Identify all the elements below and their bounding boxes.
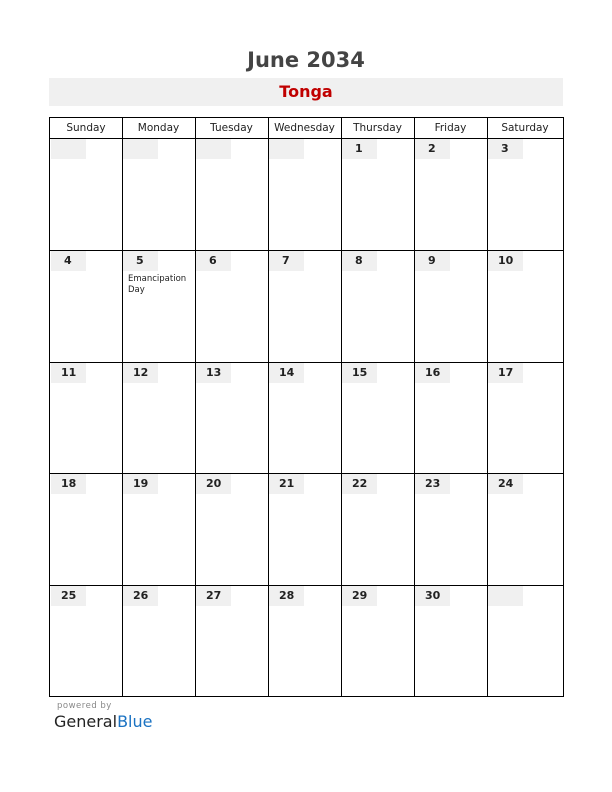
day-number: 15 bbox=[342, 363, 377, 383]
day-number: 4 bbox=[51, 251, 86, 271]
day-number: 23 bbox=[415, 474, 450, 494]
day-cell[interactable] bbox=[487, 585, 563, 696]
day-number: 30 bbox=[415, 586, 450, 606]
day-number: 29 bbox=[342, 586, 377, 606]
day-cell[interactable] bbox=[122, 362, 195, 473]
day-number bbox=[196, 139, 231, 159]
page-title: June 2034 bbox=[247, 48, 365, 72]
day-number: 18 bbox=[51, 474, 86, 494]
day-cell[interactable] bbox=[122, 250, 195, 362]
day-number: 14 bbox=[269, 363, 304, 383]
powered-by-label: powered by bbox=[57, 701, 112, 711]
weekday-friday: Friday bbox=[434, 122, 467, 134]
day-number: 3 bbox=[488, 139, 523, 159]
country-name: Tonga bbox=[49, 78, 563, 106]
day-number: 26 bbox=[123, 586, 158, 606]
weekday-monday: Monday bbox=[137, 122, 180, 134]
day-number bbox=[51, 139, 86, 159]
brand-logo[interactable] bbox=[54, 712, 152, 731]
day-number: 16 bbox=[415, 363, 450, 383]
day-number: 1 bbox=[342, 139, 377, 159]
day-number: 13 bbox=[196, 363, 231, 383]
day-number bbox=[488, 586, 523, 606]
day-cell[interactable] bbox=[268, 138, 341, 250]
day-cell[interactable] bbox=[50, 138, 122, 250]
day-number: 7 bbox=[269, 251, 304, 271]
day-cell[interactable] bbox=[195, 138, 268, 250]
day-cell[interactable] bbox=[341, 473, 414, 585]
day-number: 20 bbox=[196, 474, 231, 494]
day-number: 10 bbox=[488, 251, 523, 271]
day-cell[interactable] bbox=[268, 585, 341, 696]
day-cell[interactable] bbox=[195, 585, 268, 696]
day-number: 12 bbox=[123, 363, 158, 383]
brand-blue: Blue bbox=[117, 712, 153, 731]
day-number: 11 bbox=[51, 363, 86, 383]
day-number: 22 bbox=[342, 474, 377, 494]
day-number: 25 bbox=[51, 586, 86, 606]
day-cell[interactable] bbox=[50, 585, 122, 696]
day-cell[interactable] bbox=[195, 473, 268, 585]
weekday-wednesday: Wednesday bbox=[274, 122, 335, 134]
day-cell[interactable] bbox=[50, 473, 122, 585]
weekday-tuesday: Tuesday bbox=[210, 122, 253, 134]
day-cell[interactable] bbox=[487, 138, 563, 250]
weekday-saturday: Saturday bbox=[501, 122, 549, 134]
day-number bbox=[123, 139, 158, 159]
holiday-label: Emancipation Day bbox=[128, 274, 187, 295]
day-cell[interactable] bbox=[195, 362, 268, 473]
day-cell[interactable] bbox=[341, 585, 414, 696]
day-cell[interactable] bbox=[414, 362, 487, 473]
day-cell[interactable] bbox=[414, 138, 487, 250]
day-cell[interactable] bbox=[195, 250, 268, 362]
day-number: 24 bbox=[488, 474, 523, 494]
day-number: 5 bbox=[123, 251, 158, 271]
calendar-grid bbox=[49, 117, 564, 697]
day-number: 8 bbox=[342, 251, 377, 271]
day-number: 21 bbox=[269, 474, 304, 494]
day-cell[interactable] bbox=[341, 138, 414, 250]
day-number bbox=[269, 139, 304, 159]
weekday-sunday: Sunday bbox=[66, 122, 106, 134]
day-number: 28 bbox=[269, 586, 304, 606]
day-cell[interactable] bbox=[50, 250, 122, 362]
day-cell[interactable] bbox=[122, 473, 195, 585]
day-number: 2 bbox=[415, 139, 450, 159]
day-number: 6 bbox=[196, 251, 231, 271]
day-number: 9 bbox=[415, 251, 450, 271]
day-cell[interactable] bbox=[268, 362, 341, 473]
day-cell[interactable] bbox=[414, 250, 487, 362]
day-cell[interactable] bbox=[487, 473, 563, 585]
day-cell[interactable] bbox=[268, 250, 341, 362]
day-cell[interactable] bbox=[341, 250, 414, 362]
day-cell[interactable] bbox=[50, 362, 122, 473]
day-cell[interactable] bbox=[414, 473, 487, 585]
day-number: 19 bbox=[123, 474, 158, 494]
day-cell[interactable] bbox=[414, 585, 487, 696]
day-cell[interactable] bbox=[268, 473, 341, 585]
day-cell[interactable] bbox=[487, 362, 563, 473]
day-cell[interactable] bbox=[487, 250, 563, 362]
day-cell[interactable] bbox=[122, 138, 195, 250]
day-number: 17 bbox=[488, 363, 523, 383]
day-number: 27 bbox=[196, 586, 231, 606]
brand-general: General bbox=[54, 712, 118, 731]
day-cell[interactable] bbox=[341, 362, 414, 473]
day-cell[interactable] bbox=[122, 585, 195, 696]
weekday-thursday: Thursday bbox=[353, 122, 402, 134]
